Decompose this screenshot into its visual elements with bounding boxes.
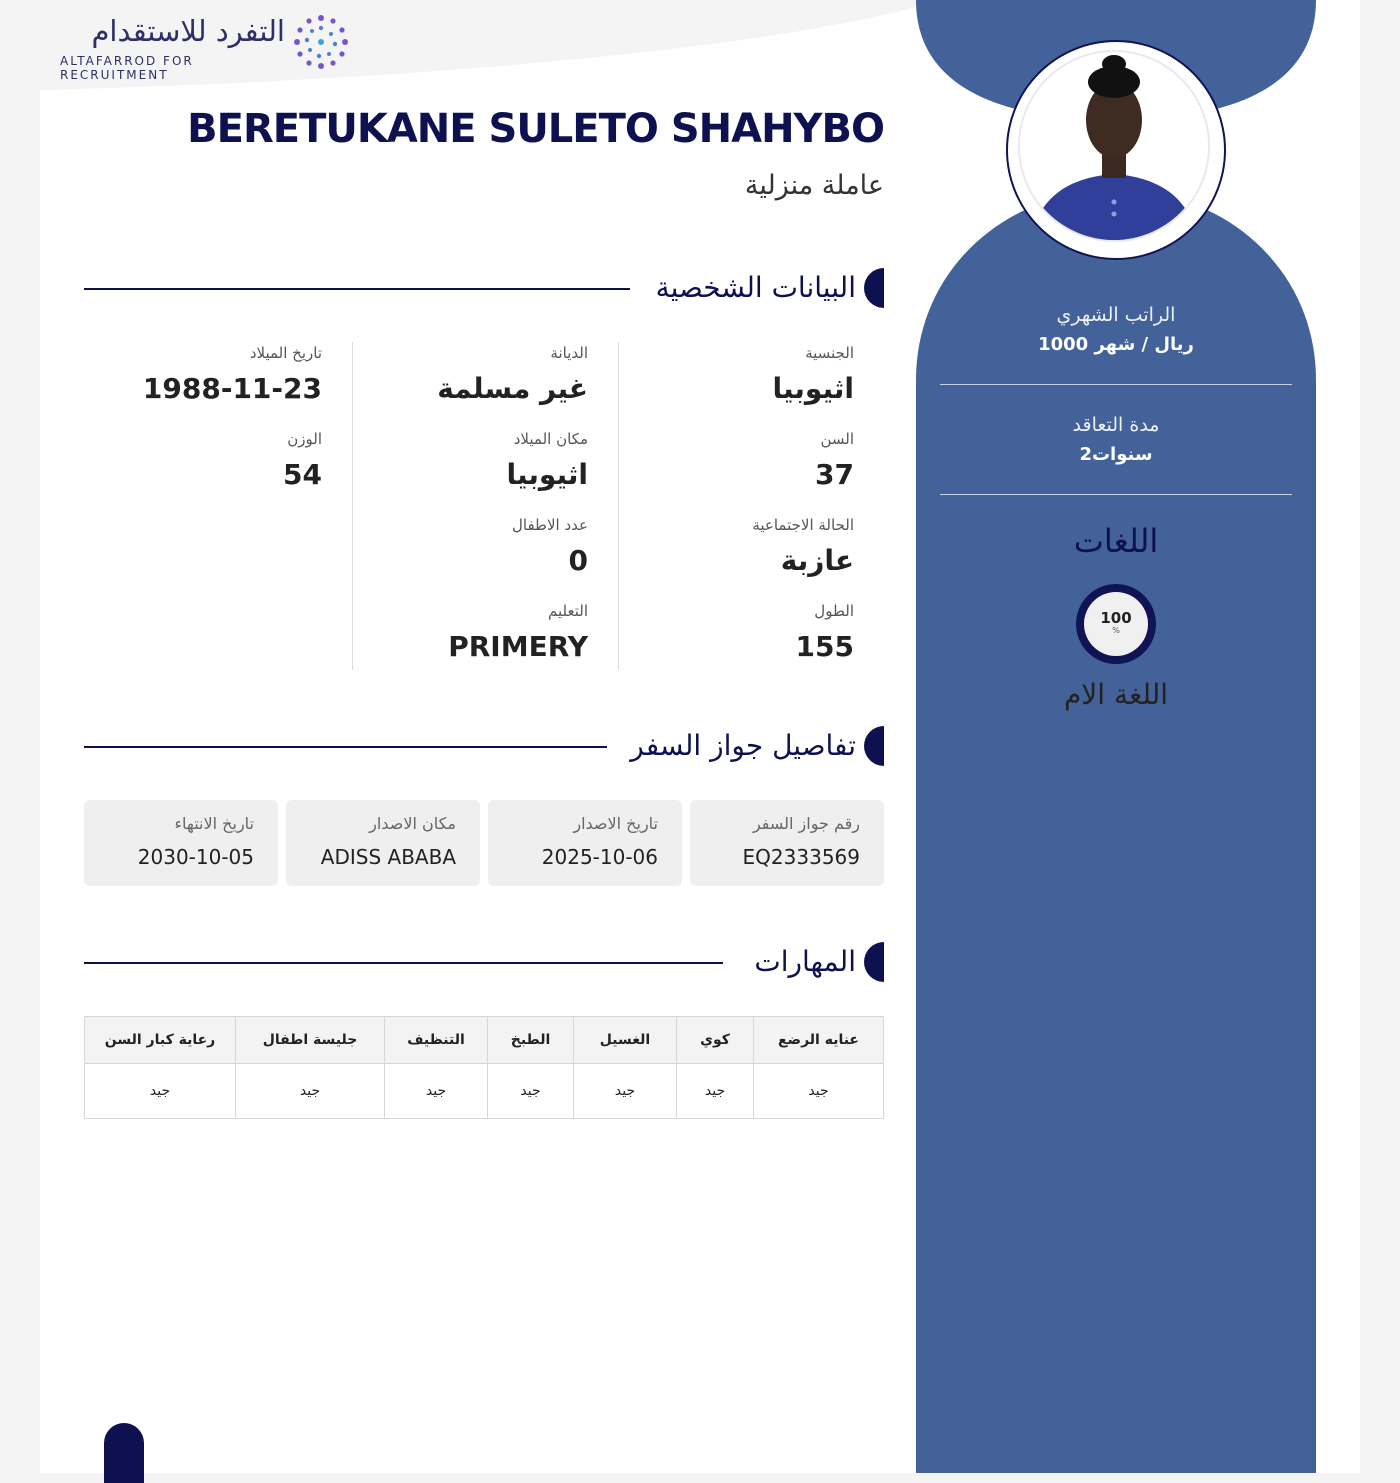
language-name: اللغة الام [1063, 678, 1169, 711]
field-value: 37 [815, 458, 854, 491]
company-logo [60, 14, 350, 82]
skill-level: جيد [85, 1064, 236, 1119]
contract-block [940, 414, 1292, 465]
column-divider [618, 342, 619, 670]
personal-section-header [84, 268, 884, 310]
field-value: PRIMERY [448, 630, 588, 663]
field-value: 2030-10-05 [137, 845, 254, 869]
skills-section-title: المهارات [754, 945, 856, 978]
birth-date-field [72, 344, 322, 405]
children-field [338, 516, 588, 577]
personal-section-title: البيانات الشخصية [655, 271, 856, 304]
salary-label: الراتب الشهري [1056, 304, 1176, 326]
education-field [338, 602, 588, 663]
birth-place-field [338, 430, 588, 491]
languages-title: اللغات [1073, 522, 1159, 560]
passport-expiry-card [84, 800, 278, 886]
section-marker [864, 942, 884, 982]
job-title: عاملة منزلية [744, 170, 884, 201]
language-progress-ring [1076, 584, 1156, 664]
skills-table [84, 1016, 884, 1119]
field-label: الديانة [550, 344, 588, 362]
section-line [84, 746, 607, 748]
logo-dots-icon [293, 14, 349, 70]
logo-english-text: ALTAFARROD FOR RECRUITMENT [60, 54, 194, 82]
section-line [84, 962, 723, 964]
nationality-field [604, 344, 854, 405]
language-percent-sign: % [1112, 626, 1120, 635]
field-value: ADISS ABABA [320, 845, 456, 869]
skill-header: الطبخ [488, 1017, 574, 1064]
contract-value: 2سنوات [1079, 444, 1153, 465]
field-label: التعليم [548, 602, 588, 620]
field-label: رقم جواز السفر [752, 814, 860, 833]
skill-header: جليسة اطفال [236, 1017, 385, 1064]
passport-issue-place-card [286, 800, 480, 886]
logo-arabic-text: التفرد للاستقدام [91, 14, 285, 48]
field-label: السن [820, 430, 854, 448]
age-field [604, 430, 854, 491]
candidate-photo [1018, 50, 1210, 242]
skill-level: جيد [574, 1064, 677, 1119]
field-value: EQ2333569 [742, 845, 860, 869]
contract-label: مدة التعاقد [1072, 414, 1160, 436]
skill-header: التنظيف [385, 1017, 488, 1064]
field-value: 155 [795, 630, 854, 663]
column-divider [352, 342, 353, 670]
skill-level: جيد [677, 1064, 754, 1119]
skill-level: جيد [385, 1064, 488, 1119]
skill-header: الغسيل [574, 1017, 677, 1064]
field-label: مكان الميلاد [513, 430, 588, 448]
passport-section-title: تفاصيل جواز السفر [630, 729, 856, 762]
field-value: اثيوبيا [772, 372, 854, 405]
skills-level-row [85, 1064, 884, 1119]
weight-field [72, 430, 322, 491]
height-field [604, 602, 854, 663]
field-label: تاريخ الانتهاء [174, 814, 254, 833]
field-label: تاريخ الاصدار [573, 814, 658, 833]
field-value: 0 [568, 544, 588, 577]
skill-header: كوي [677, 1017, 754, 1064]
salary-block [940, 304, 1292, 355]
skill-header: رعاية كبار السن [85, 1017, 236, 1064]
candidate-name: BERETUKANE SULETO SHAHYBO [187, 106, 884, 152]
skills-section-header [84, 942, 884, 984]
skill-header: عنايه الرضع [754, 1017, 884, 1064]
field-label: تاريخ الميلاد [249, 344, 322, 362]
skill-level: جيد [488, 1064, 574, 1119]
field-value: اثيوبيا [506, 458, 588, 491]
field-value: عازبة [780, 544, 854, 577]
language-percent: 100 [1100, 609, 1132, 627]
field-value: غير مسلمة [437, 372, 588, 405]
sidebar-divider [940, 494, 1292, 495]
field-value: 54 [283, 458, 322, 491]
field-label: الحالة الاجتماعية [752, 516, 854, 534]
field-label: الطول [814, 602, 854, 620]
field-value: 1988-11-23 [142, 372, 322, 405]
skills-header-row [85, 1017, 884, 1064]
religion-field [338, 344, 588, 405]
section-marker [864, 268, 884, 308]
passport-issue-date-card [488, 800, 682, 886]
salary-value: 1000 ريال / شهر [1038, 334, 1194, 355]
footer-marker [104, 1423, 144, 1483]
marital-status-field [604, 516, 854, 577]
section-marker [864, 726, 884, 766]
field-label: مكان الاصدار [369, 814, 456, 833]
passport-number-card [690, 800, 884, 886]
field-label: الوزن [287, 430, 322, 448]
person-photo-icon [1020, 52, 1208, 240]
field-label: الجنسية [805, 344, 854, 362]
section-line [84, 288, 630, 290]
field-label: عدد الاطفال [512, 516, 588, 534]
skill-level: جيد [236, 1064, 385, 1119]
sidebar-divider [940, 384, 1292, 385]
skill-level: جيد [754, 1064, 884, 1119]
passport-section-header [84, 726, 884, 768]
field-value: 2025-10-06 [541, 845, 658, 869]
